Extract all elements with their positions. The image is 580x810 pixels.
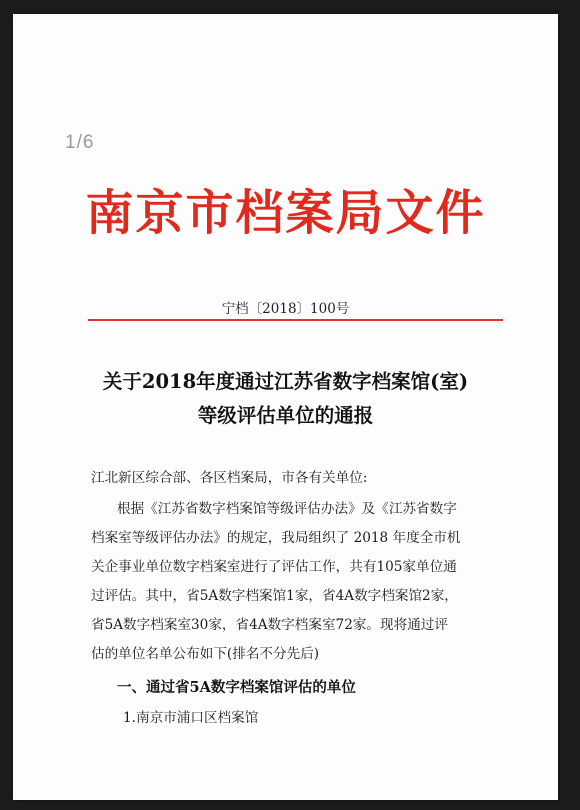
body-line-6: 估的单位名单公布如下(排名不分先后) bbox=[91, 646, 320, 662]
section-heading: 一、通过省5A数字档案馆评估的单位 bbox=[117, 679, 356, 696]
page-counter: 1/6 bbox=[65, 132, 95, 153]
list-item: 1.南京市浦口区档案馆 bbox=[123, 710, 259, 726]
body-line-1: 根据《江苏省数字档案馆等级评估办法》及《江苏省数字 bbox=[117, 501, 457, 517]
document-header-title: 南京市档案局文件 bbox=[85, 185, 486, 241]
document-number: 宁档〔2018〕100号 bbox=[221, 301, 350, 317]
body-line-3: 关企事业单位数字档案室进行了评估工作，共有105家单位通 bbox=[91, 559, 457, 575]
notice-title-line-1: 关于2018年度通过江苏省数字档案馆(室) bbox=[102, 370, 469, 393]
addressee-line: 江北新区综合部、各区档案局，市各有关单位: bbox=[91, 470, 368, 486]
notice-title-line-2: 等级评估单位的通报 bbox=[197, 404, 374, 427]
document-page bbox=[13, 14, 558, 800]
body-line-4: 过评估。其中，省5A数字档案馆1家，省4A数字档案馆2家， bbox=[91, 588, 458, 604]
body-line-2: 档案室等级评估办法》的规定，我局组织了 2018 年度全市机 bbox=[91, 530, 461, 546]
body-line-5: 省5A数字档案室30家，省4A数字档案室72家。现将通过评 bbox=[91, 617, 448, 633]
red-divider-rule bbox=[88, 319, 503, 321]
